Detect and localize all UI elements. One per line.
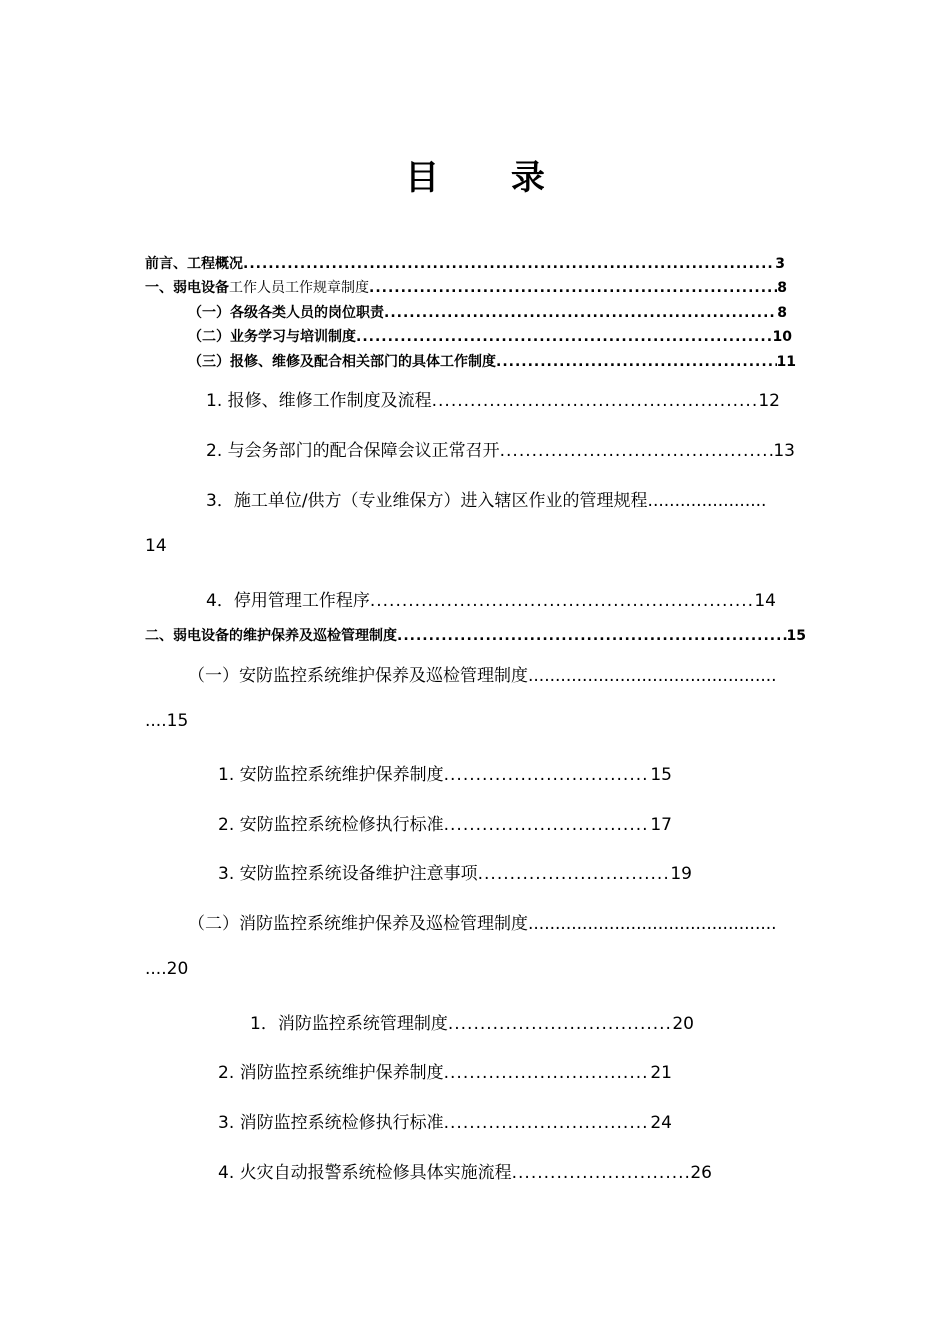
toc-entry[interactable] [218,1108,672,1133]
toc-entry-text: 1. 报修、维修工作制度及流程 [206,391,432,411]
page-title: 目 录 [405,158,575,198]
toc-entry-text: 2. 与会务部门的配合保障会议正常召开 [206,441,500,461]
toc-page-number: 14 [754,591,776,611]
toc-page-number: 19 [670,864,692,884]
toc-entry[interactable] [206,436,795,461]
toc-entry[interactable] [206,386,780,411]
toc-leader [384,305,777,321]
toc-page-number-wrapped: 14 [145,536,167,556]
toc-page-number: 20 [672,1014,694,1034]
toc-page-number: 17 [650,815,672,835]
toc-page-number: 8 [777,280,787,296]
toc-entry[interactable] [250,1009,694,1034]
toc-page-number: 26 [690,1163,712,1183]
toc-entry[interactable] [218,859,692,884]
toc-entry-text: （一）安防监控系统维护保养及巡检管理制度 [188,666,528,686]
toc-leader [448,1014,673,1034]
toc-leader [444,1113,651,1133]
toc-leader: .... [145,959,167,979]
toc-leader: .... [145,711,167,731]
toc-leader [500,441,774,461]
toc-entry[interactable] [188,326,792,346]
toc-leader [444,1063,651,1083]
toc-page-number: 15 [166,711,189,731]
toc-entry-text: 3．施工单位/供方（专业维保方）进入辖区作业的管理规程 [206,491,648,511]
toc-page-number: 13 [773,441,795,461]
toc-entry[interactable] [218,1058,672,1083]
toc-page-number: 20 [166,959,189,979]
toc-entry-text: （二）消防监控系统维护保养及巡检管理制度 [188,914,528,934]
toc-page-number-wrapped [145,711,188,731]
toc-entry[interactable] [206,586,776,611]
toc-entry[interactable] [188,302,787,322]
toc-entry-text: 4．停用管理工作程序 [206,591,370,611]
toc-leader [478,864,671,884]
toc-page-number: 12 [758,391,780,411]
toc-leader: .............................................. [528,914,777,934]
toc-page-number: 24 [650,1113,672,1133]
toc-entry-text: 前言、工程概况 [145,256,243,272]
toc-entry-text: 3. 消防监控系统检修执行标准 [218,1113,444,1133]
toc-leader [370,591,755,611]
toc-entry-text: 2. 消防监控系统维护保养制度 [218,1063,444,1083]
toc-leader [444,815,651,835]
toc-entry[interactable] [218,760,672,785]
toc-entry-text: （三）报修、维修及配合相关部门的具体工作制度 [188,354,496,370]
toc-page-number: 21 [650,1063,672,1083]
toc-entry-text: 1．消防监控系统管理制度 [250,1014,448,1034]
toc-page-number: 8 [777,305,787,321]
toc-leader [243,256,775,272]
toc-entry-text-normal: 工作人员工作规章制度 [229,280,369,296]
toc-entry-text: 2. 安防监控系统检修执行标准 [218,815,444,835]
toc-entry[interactable] [218,1158,712,1183]
toc-entry[interactable] [145,253,785,273]
toc-entry-text: 二、弱电设备的维护保养及巡检管理制度 [145,628,397,644]
toc-entry-text-bold: 一、弱电设备 [145,280,229,296]
toc-page-number: 3 [775,256,785,272]
toc-leader [444,765,651,785]
toc-entry-text: 3. 安防监控系统设备维护注意事项 [218,864,478,884]
toc-entry[interactable] [188,351,796,371]
toc-entry[interactable] [218,810,672,835]
toc-entry[interactable] [188,909,798,934]
toc-entry-text [145,277,369,297]
toc-entry-text: 4. 火灾自动报警系统检修具体实施流程 [218,1163,512,1183]
toc-page-number: 11 [776,354,796,370]
toc-entry[interactable] [206,486,810,511]
toc-page-number: 10 [772,329,792,345]
toc-page-number-wrapped [145,959,188,979]
toc-page-number: 15 [786,628,806,644]
toc-entry[interactable] [145,277,787,297]
toc-entry-text: 1. 安防监控系统维护保养制度 [218,765,444,785]
toc-leader: ...................... [647,491,767,511]
toc-leader [356,329,773,345]
toc-leader [397,628,787,644]
toc-leader [369,280,777,296]
toc-entry-text: （一）各级各类人员的岗位职责 [188,305,384,321]
toc-entry-text: （二）业务学习与培训制度 [188,329,356,345]
toc-entry[interactable] [188,661,798,686]
toc-leader: .............................................. [528,666,777,686]
toc-page-number: 15 [650,765,672,785]
toc-entry[interactable] [145,625,806,645]
toc-leader [512,1163,691,1183]
toc-leader [496,354,777,370]
toc-leader [432,391,759,411]
